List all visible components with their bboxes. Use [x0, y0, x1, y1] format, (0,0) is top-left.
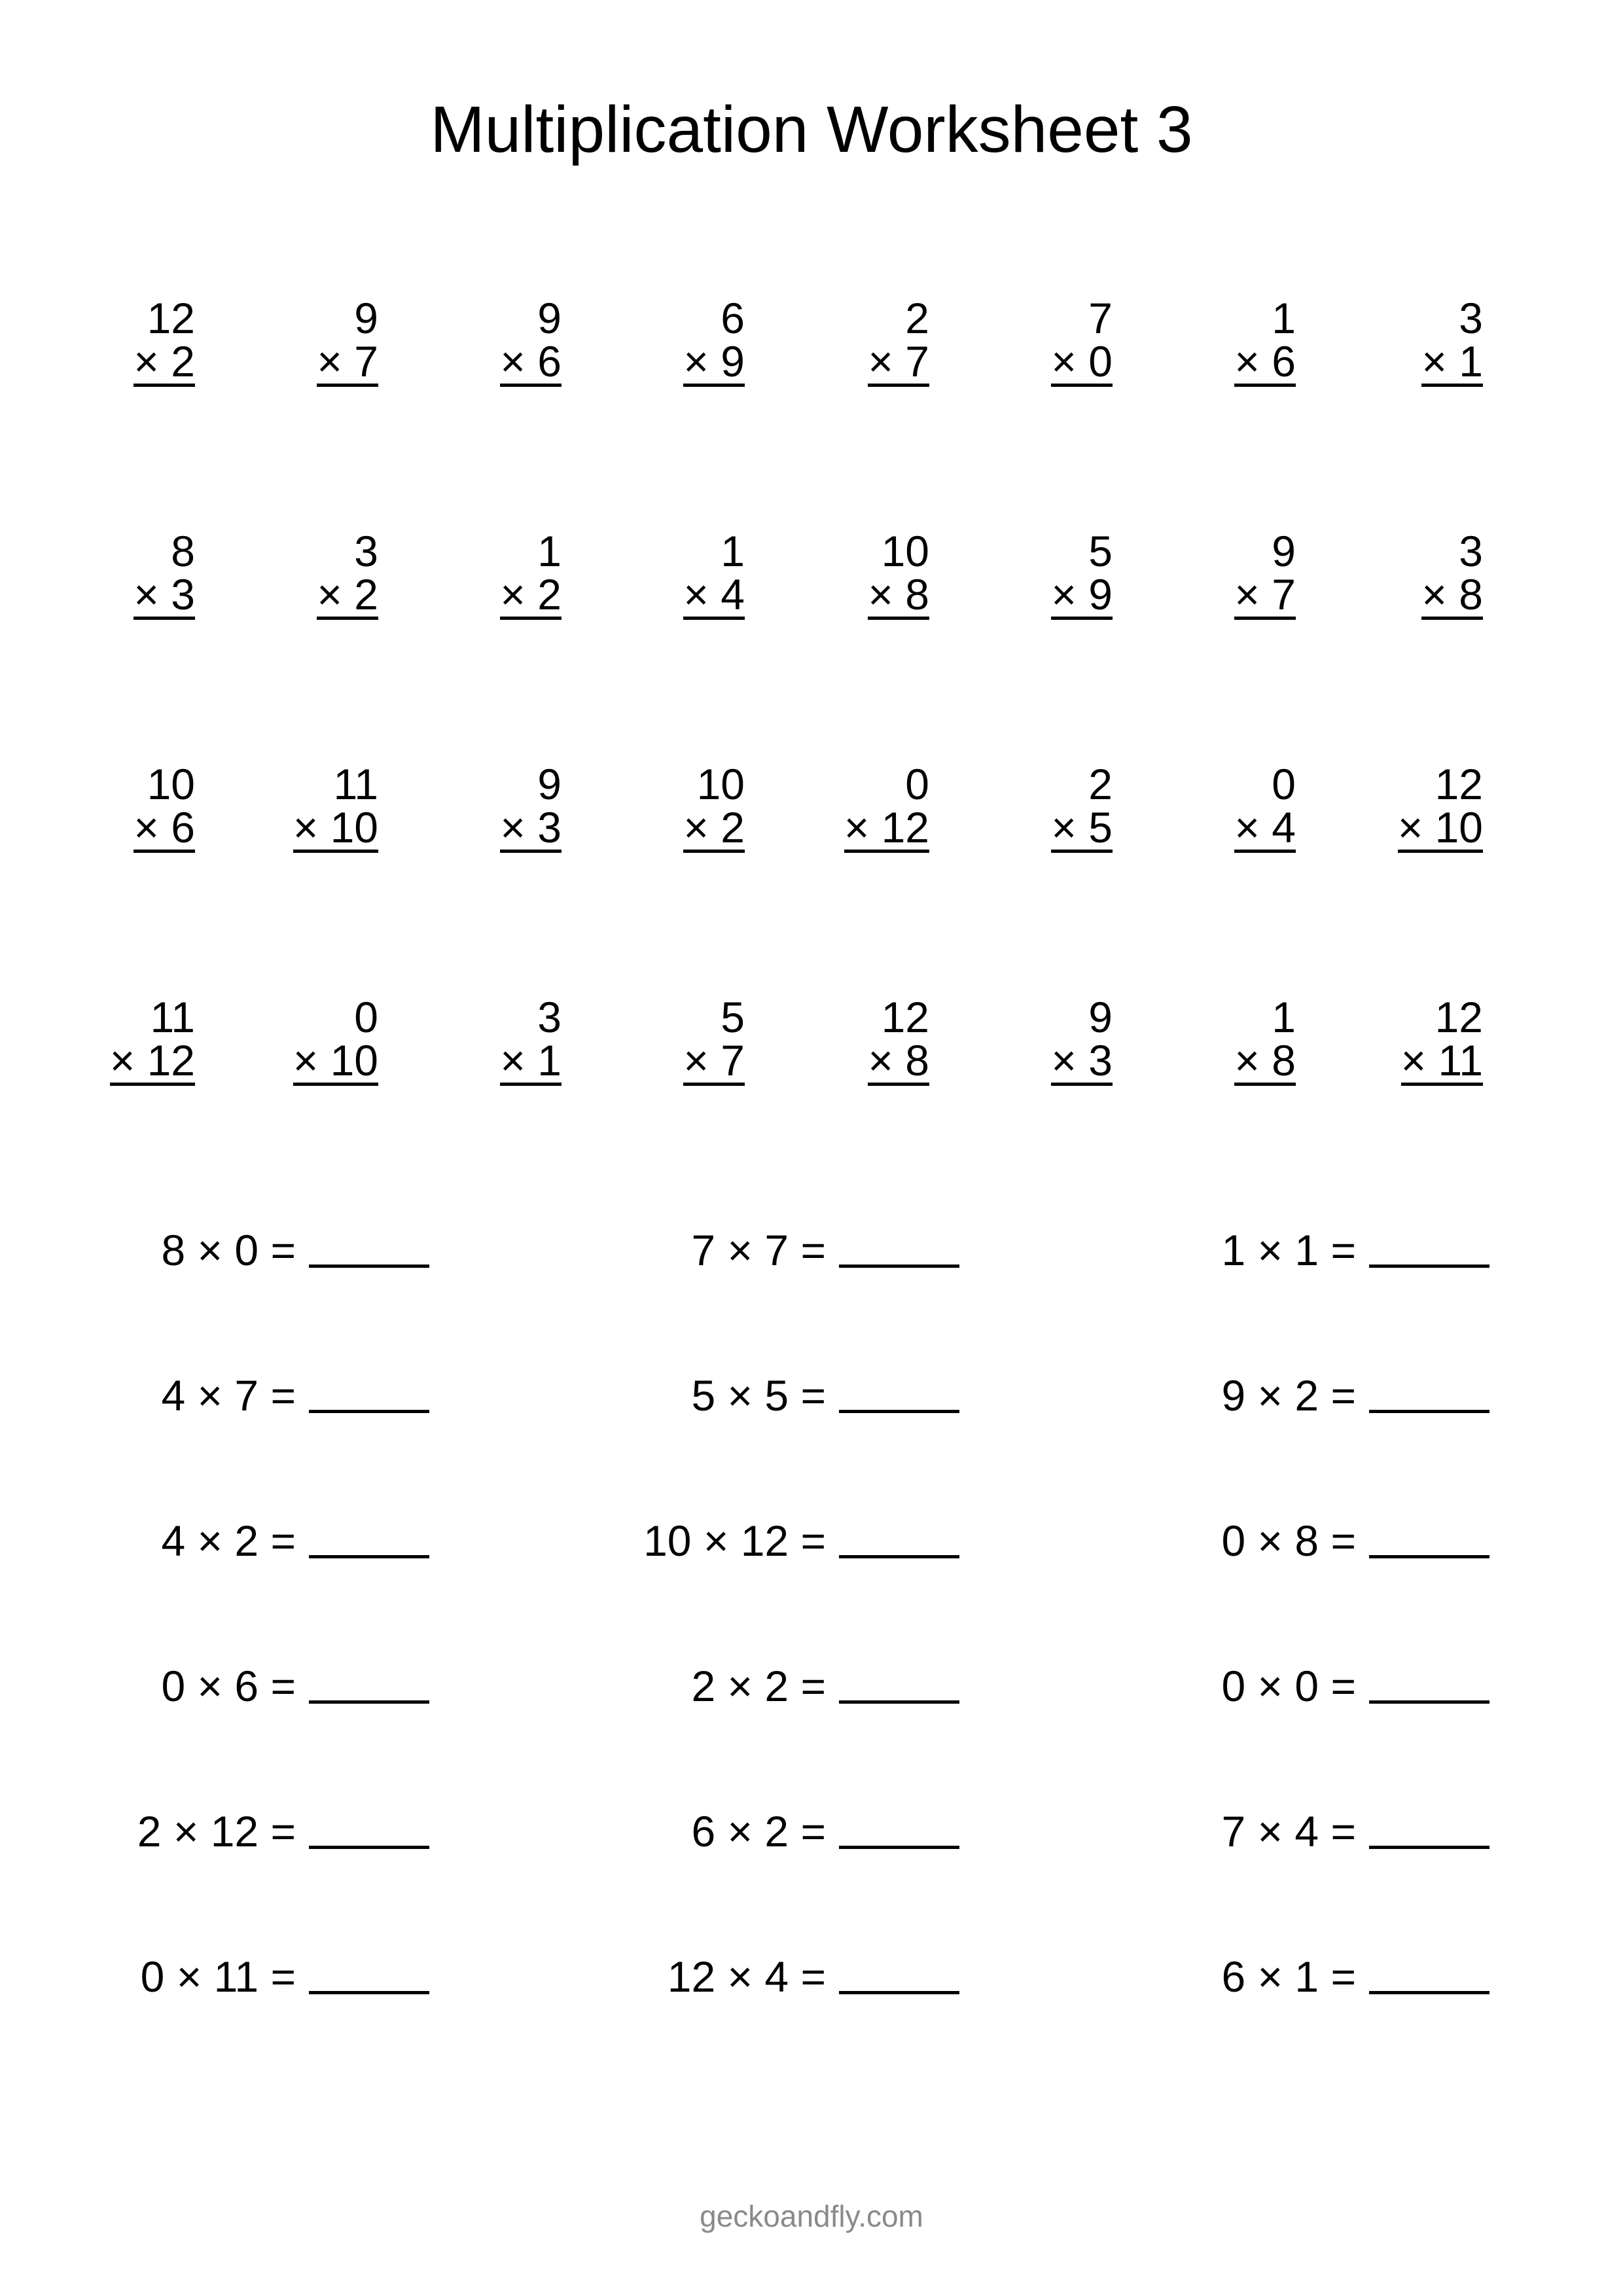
multiplicand: 7 [1088, 294, 1113, 342]
multiplier-row [720, 1036, 929, 1086]
multiplier-row [169, 803, 378, 853]
multiplicand: 3 [1459, 527, 1483, 575]
multiplicand: 0 [905, 760, 929, 808]
multiplier: × 1 [1421, 337, 1483, 386]
multiplier: × 9 [1051, 570, 1113, 619]
horizontal-problem [488, 1369, 959, 1422]
multiplicand: 10 [696, 760, 745, 808]
vertical-problem [1274, 529, 1483, 620]
answer-blank[interactable] [309, 1232, 429, 1268]
vertical-problem [352, 762, 562, 853]
vertical-problem [1086, 296, 1296, 387]
multiplicand: 1 [721, 527, 745, 575]
multiplicand: 9 [354, 294, 378, 342]
multiplicand: 3 [537, 993, 562, 1041]
multiplier-row [903, 1036, 1113, 1086]
multiplier: × 4 [1234, 803, 1296, 852]
multiplicand: 9 [1088, 993, 1113, 1041]
vertical-problem [903, 296, 1113, 387]
answer-blank[interactable] [309, 1377, 429, 1413]
multiplier-row [535, 337, 745, 387]
multiplier-row [720, 570, 929, 620]
answer-blank[interactable] [1369, 1813, 1489, 1849]
multiplier: × 7 [1234, 570, 1296, 619]
multiplier-row [1086, 337, 1296, 387]
multiplier: × 3 [500, 803, 562, 852]
answer-blank[interactable] [1369, 1668, 1489, 1704]
horizontal-problem [0, 1515, 429, 1567]
vertical-problem [1274, 762, 1483, 853]
vertical-problem [903, 995, 1113, 1086]
multiplier-row [903, 803, 1113, 853]
multiplier: × 0 [1051, 337, 1113, 386]
multiplicand: 9 [537, 294, 562, 342]
horizontal-problem [1018, 1369, 1489, 1422]
multiplicand: 0 [1272, 760, 1296, 808]
equation-text: 0 × 0 = [1221, 1662, 1356, 1710]
multiplier-row [1086, 803, 1296, 853]
multiplicand: 12 [147, 294, 195, 342]
horizontal-problem [1018, 1950, 1489, 2003]
equation-text: 2 × 2 = [691, 1662, 826, 1710]
multiplier-row [352, 337, 562, 387]
multiplicand: 12 [881, 993, 929, 1041]
footer-site-credit: geckoandfly.com [700, 2199, 923, 2233]
multiplier: × 10 [293, 803, 378, 852]
equation-text: 10 × 12 = [643, 1516, 826, 1565]
multiplicand: 5 [1088, 527, 1113, 575]
answer-blank[interactable] [839, 1813, 959, 1849]
vertical-problem [720, 296, 929, 387]
vertical-problem [720, 529, 929, 620]
horizontal-problem [488, 1224, 959, 1276]
answer-blank[interactable] [1369, 1958, 1489, 1994]
multiplier-row [1274, 337, 1483, 387]
horizontal-problem [1018, 1805, 1489, 1857]
multiplicand: 5 [721, 993, 745, 1041]
vertical-problem [535, 296, 745, 387]
horizontal-problem [1018, 1660, 1489, 1712]
vertical-problem [1086, 529, 1296, 620]
answer-blank[interactable] [839, 1377, 959, 1413]
multiplier: × 2 [317, 570, 378, 619]
multiplier: × 7 [868, 337, 929, 386]
multiplier: × 8 [868, 1036, 929, 1085]
horizontal-problem [1018, 1515, 1489, 1567]
multiplier: × 6 [134, 803, 195, 852]
multiplier: × 7 [683, 1036, 745, 1085]
multiplicand: 12 [1435, 993, 1483, 1041]
multiplier-row [720, 337, 929, 387]
multiplier-row [1086, 570, 1296, 620]
answer-blank[interactable] [309, 1522, 429, 1558]
multiplier: × 10 [293, 1036, 378, 1085]
multiplier-row [169, 570, 378, 620]
horizontal-problem [488, 1515, 959, 1567]
vertical-problem [1086, 995, 1296, 1086]
multiplier: × 2 [500, 570, 562, 619]
vertical-problem [720, 762, 929, 853]
horizontal-problem [0, 1369, 429, 1422]
vertical-problem [0, 995, 195, 1086]
multiplicand: 9 [537, 760, 562, 808]
vertical-problem [535, 529, 745, 620]
equation-text: 7 × 4 = [1221, 1807, 1356, 1856]
multiplicand: 0 [354, 993, 378, 1041]
equation-text: 0 × 11 = [140, 1952, 296, 2001]
vertical-problem [720, 995, 929, 1086]
vertical-problem [352, 529, 562, 620]
multiplier-row [352, 1036, 562, 1086]
multiplier: × 8 [1421, 570, 1483, 619]
worksheet-title: Multiplication Worksheet 3 [430, 93, 1193, 166]
multiplicand: 1 [537, 527, 562, 575]
multiplicand: 2 [905, 294, 929, 342]
answer-blank[interactable] [839, 1232, 959, 1268]
multiplier: × 6 [500, 337, 562, 386]
vertical-problem [903, 529, 1113, 620]
equation-text: 0 × 6 = [161, 1662, 296, 1710]
equation-text: 9 × 2 = [1221, 1371, 1356, 1420]
multiplier-row [720, 803, 929, 853]
vertical-problem [169, 296, 378, 387]
multiplier: × 12 [109, 1036, 195, 1085]
multiplicand: 11 [150, 993, 195, 1041]
horizontal-problem [0, 1950, 429, 2003]
multiplicand: 10 [147, 760, 195, 808]
multiplicand: 11 [333, 760, 378, 808]
multiplier: × 2 [683, 803, 745, 852]
multiplier-row [0, 1036, 195, 1086]
multiplier-row [0, 337, 195, 387]
multiplicand: 3 [1459, 294, 1483, 342]
horizontal-problem [488, 1950, 959, 2003]
vertical-problem [535, 762, 745, 853]
vertical-problem [1086, 762, 1296, 853]
multiplier: × 12 [844, 803, 929, 852]
vertical-problem [0, 762, 195, 853]
multiplier: × 6 [1234, 337, 1296, 386]
vertical-problem [903, 762, 1113, 853]
horizontal-problem [0, 1660, 429, 1712]
vertical-problem [0, 529, 195, 620]
answer-blank[interactable] [839, 1522, 959, 1558]
multiplier-row [169, 337, 378, 387]
equation-text: 2 × 12 = [137, 1807, 296, 1856]
vertical-problem [352, 296, 562, 387]
multiplier: × 11 [1400, 1036, 1483, 1085]
multiplier: × 8 [1234, 1036, 1296, 1085]
horizontal-problem [488, 1805, 959, 1857]
multiplicand: 6 [721, 294, 745, 342]
multiplicand: 10 [881, 527, 929, 575]
multiplier-row [535, 570, 745, 620]
multiplier: × 3 [1051, 1036, 1113, 1085]
multiplier: × 3 [134, 570, 195, 619]
multiplicand: 2 [1088, 760, 1113, 808]
equation-text: 4 × 2 = [161, 1516, 296, 1565]
vertical-problem [352, 995, 562, 1086]
multiplier: × 10 [1397, 803, 1483, 852]
vertical-problem [1274, 995, 1483, 1086]
multiplier: × 2 [134, 337, 195, 386]
equation-text: 4 × 7 = [161, 1371, 296, 1420]
equation-text: 8 × 0 = [161, 1226, 296, 1274]
multiplicand: 3 [354, 527, 378, 575]
answer-blank[interactable] [839, 1958, 959, 1994]
equation-text: 0 × 8 = [1221, 1516, 1356, 1565]
multiplier: × 1 [500, 1036, 562, 1085]
equation-text: 5 × 5 = [691, 1371, 826, 1420]
multiplicand: 12 [1435, 760, 1483, 808]
multiplicand: 9 [1272, 527, 1296, 575]
answer-blank[interactable] [309, 1813, 429, 1849]
multiplier-row [535, 1036, 745, 1086]
multiplicand: 8 [171, 527, 195, 575]
answer-blank[interactable] [1369, 1377, 1489, 1413]
multiplier-row [0, 803, 195, 853]
equation-text: 6 × 1 = [1221, 1952, 1356, 2001]
multiplier-row [1274, 803, 1483, 853]
vertical-problem [169, 529, 378, 620]
multiplicand: 1 [1272, 993, 1296, 1041]
vertical-problem [169, 995, 378, 1086]
answer-blank[interactable] [1369, 1232, 1489, 1268]
answer-blank[interactable] [309, 1958, 429, 1994]
multiplier: × 7 [317, 337, 378, 386]
multiplier-row [535, 803, 745, 853]
horizontal-problem [0, 1224, 429, 1276]
equation-text: 12 × 4 = [667, 1952, 826, 2001]
vertical-problem [535, 995, 745, 1086]
answer-blank[interactable] [839, 1668, 959, 1704]
horizontal-problem [488, 1660, 959, 1712]
multiplier: × 8 [868, 570, 929, 619]
answer-blank[interactable] [309, 1668, 429, 1704]
vertical-problem [1274, 296, 1483, 387]
vertical-problem [169, 762, 378, 853]
equation-text: 1 × 1 = [1221, 1226, 1356, 1274]
multiplier-row [1274, 570, 1483, 620]
multiplier-row [352, 570, 562, 620]
horizontal-problem [0, 1805, 429, 1857]
vertical-problem [0, 296, 195, 387]
multiplier: × 5 [1051, 803, 1113, 852]
equation-text: 7 × 7 = [691, 1226, 826, 1274]
multiplier-row [903, 570, 1113, 620]
multiplier: × 4 [683, 570, 745, 619]
multiplicand: 1 [1272, 294, 1296, 342]
horizontal-problem [1018, 1224, 1489, 1276]
equation-text: 6 × 2 = [691, 1807, 826, 1856]
multiplier-row [1086, 1036, 1296, 1086]
multiplier-row [352, 803, 562, 853]
answer-blank[interactable] [1369, 1522, 1489, 1558]
multiplier-row [169, 1036, 378, 1086]
multiplier-row [0, 570, 195, 620]
multiplier-row [1274, 1036, 1483, 1086]
multiplier: × 9 [683, 337, 745, 386]
multiplier-row [903, 337, 1113, 387]
